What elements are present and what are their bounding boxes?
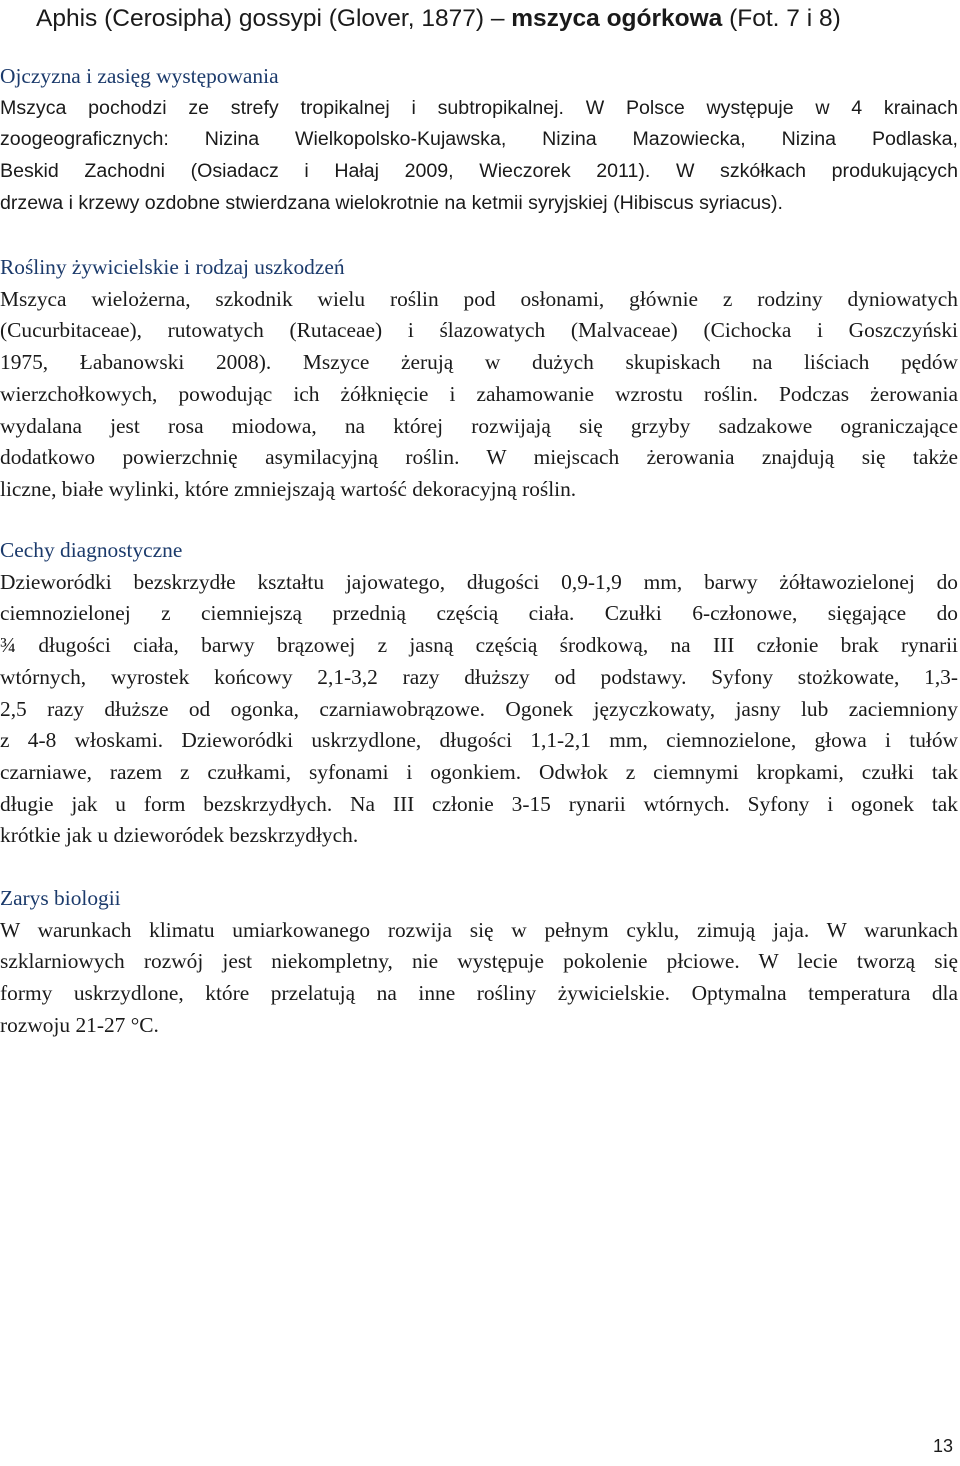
paragraph-line: 1975, Łabanowski 2008). Mszyce żerują w dużych skupiskach na liściach pędów <box>0 350 958 375</box>
paragraph-line: formy uskrzydlone, które przelatują na inne rośliny żywicielskie. Optymalna temperatura dla <box>0 981 958 1006</box>
paragraph-line: wierzchołkowych, powodując ich żółknięcie i zahamowanie wzrostu roślin. Podczas żerowania <box>0 381 958 406</box>
section-diagnostic-features <box>0 535 958 852</box>
paragraph-line: W warunkach klimatu umiarkowanego rozwija się w pełnym cyklu, zimują jaja. W warunkach <box>0 917 958 942</box>
paragraph-line: drzewa i krzewy ozdobne stwierdzana wielokrotnie na ketmii syryjskiej (Hibiscus syriacus). <box>0 191 783 214</box>
paragraph-line: szklarniowych rozwój jest niekompletny, nie występuje pokolenie płciowe. W lecie tworzą się <box>0 949 958 974</box>
paragraph-line: wydalana jest rosa miodowa, na której rozwijają się grzyby sadzakowe ograniczające <box>0 413 958 438</box>
section-heading: Ojczyzna i zasięg występowania <box>0 64 279 88</box>
section-origin-range <box>0 61 958 220</box>
section-heading: Zarys biologii <box>0 886 121 910</box>
section-paragraph <box>0 284 958 506</box>
species-title <box>36 2 841 36</box>
section-biology-outline <box>0 883 958 1042</box>
paragraph-line: liczne, białe wylinki, które zmniejszają wartość dekoracyjną roślin. <box>0 476 577 501</box>
paragraph-line: (Cucurbitaceae), rutowatych (Rutaceae) i ślazowatych (Malvaceae) (Cichocka i Goszczyński <box>0 318 958 343</box>
paragraph-line: długie jak u form bezskrzydłych. Na III członie 3-15 rynarii wtórnych. Syfony i ogonek tak <box>0 791 958 816</box>
paragraph-line: z 4-8 włoskami. Dzieworódki uskrzydlone, długości 1,1-2,1 mm, ciemnozielone, głowa i tułów <box>0 728 958 753</box>
section-host-plants-damage <box>0 252 958 506</box>
paragraph-line: czarniawe, razem z czułkami, syfonami i ogonkiem. Odwłok z ciemnymi kropkami, czułki tak <box>0 759 958 784</box>
section-heading: Cechy diagnostyczne <box>0 538 183 562</box>
paragraph-line: krótkie jak u dzieworódek bezskrzydłych. <box>0 823 359 848</box>
paragraph-line: dodatkowo powierzchnię asymilacyjną roślin. W miejscach żerowania znajdują się także <box>0 445 958 470</box>
title-common-name: mszyca ogórkowa <box>511 5 723 32</box>
paragraph-line: rozwoju 21-27 °C. <box>0 1012 159 1037</box>
paragraph-line: ¾ długości ciała, barwy brązowej z jasną częścią środkową, na III członie brak rynarii <box>0 633 958 658</box>
section-heading: Rośliny żywicielskie i rodzaj uszkodzeń <box>0 255 345 279</box>
paragraph-line: 2,5 razy dłuższe od ogonka, czarniawobrązowe. Ogonek języczkowaty, jasny lub zaciemniony <box>0 696 958 721</box>
page-number: 13 <box>933 1436 954 1456</box>
paragraph-line: wtórnych, wyrostek końcowy 2,1-3,2 razy dłuższy od podstawy. Syfony stożkowate, 1,3- <box>0 664 958 689</box>
paragraph-line: zoogeograficznych: Nizina Wielkopolsko-Kujawska, Nizina Mazowiecka, Nizina Podlaska, <box>0 128 958 151</box>
paragraph-line: Beskid Zachodni (Osiadacz i Hałaj 2009, Wieczorek 2011). W szkółkach produkujących <box>0 160 958 183</box>
paragraph-line: Mszyca wielożerna, szkodnik wielu roślin pod osłonami, głównie z rodziny dyniowatych <box>0 286 958 311</box>
paragraph-line: Mszyca pochodzi ze strefy tropikalnej i subtropikalnej. W Polsce występuje w 4 krainach <box>0 96 958 119</box>
paragraph-line: ciemnozielonej z ciemniejszą przednią częścią ciała. Czułki 6-członowe, sięgające do <box>0 601 958 626</box>
section-paragraph <box>0 915 958 1042</box>
section-paragraph <box>0 567 958 852</box>
paragraph-line: Dzieworódki bezskrzydłe kształtu jajowatego, długości 0,9-1,9 mm, barwy żółtawozielonej do <box>0 569 958 594</box>
section-paragraph <box>0 93 958 220</box>
title-prefix: Aphis (Cerosipha) gossypi (Glover, 1877) – <box>36 5 512 32</box>
title-suffix: (Fot. 7 i 8) <box>722 5 841 32</box>
